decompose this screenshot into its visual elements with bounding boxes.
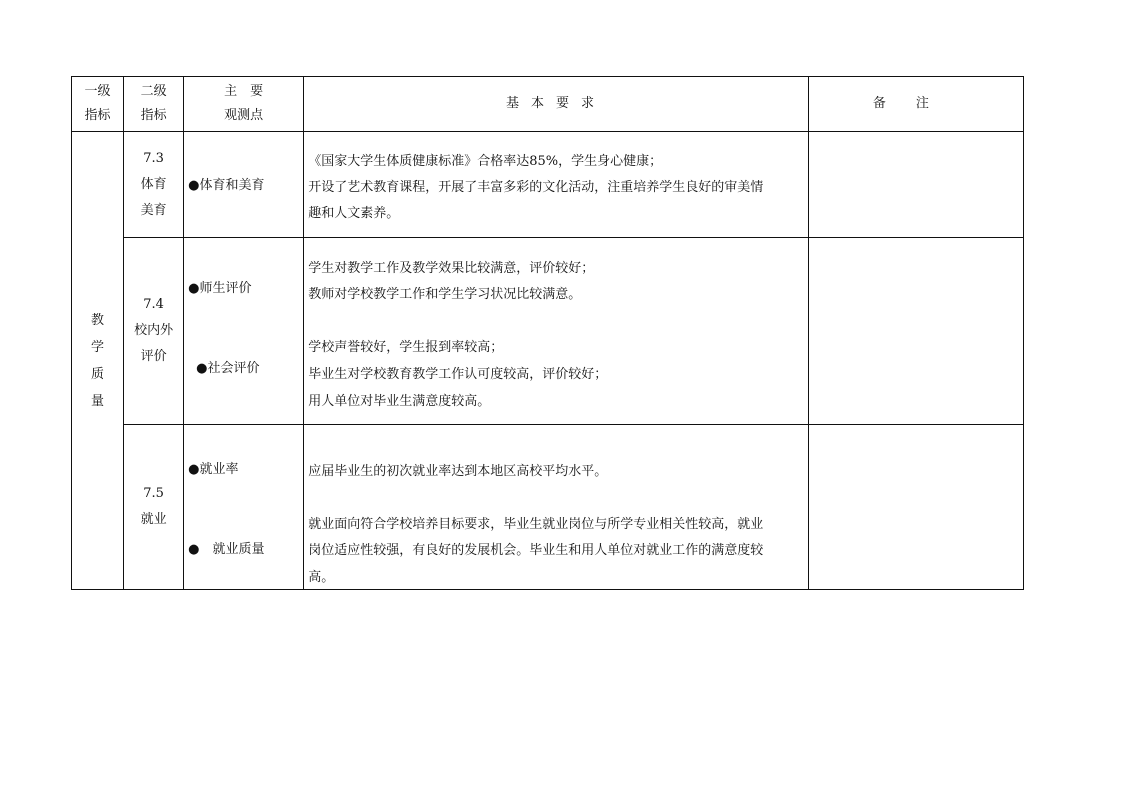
notes-cell (808, 425, 1023, 590)
observation-point: ●社会评价 (196, 361, 260, 376)
level1-indicator: 教 学 质 量 (72, 132, 124, 590)
requirement-line: 岗位适应性较强，有良好的发展机会。毕业生和用人单位对就业工作的满意度较 (308, 543, 764, 558)
header-requirements: 基本要求 (304, 77, 809, 132)
level2-indicator: 7.4 校内外 评价 (124, 238, 184, 425)
observation-point: ● 就业质量 (188, 542, 265, 557)
observation-points (184, 238, 304, 425)
requirement-line: 毕业生对学校教育教学工作认可度较高，评价较好； (308, 367, 608, 382)
requirement-line: 学生对教学工作及教学效果比较满意，评价较好； (308, 261, 595, 276)
header-points: 主 要 观测点 (184, 77, 304, 132)
requirement-line: 就业面向符合学校培养目标要求，毕业生就业岗位与所学专业相关性较高，就业 (308, 517, 764, 532)
requirements-cell (304, 238, 809, 425)
requirement-line: 用人单位对毕业生满意度较高。 (308, 394, 491, 409)
requirement-line: 应届毕业生的初次就业率达到本地区高校平均水平。 (308, 464, 608, 479)
requirements-cell (304, 425, 809, 590)
header-notes: 备注 (808, 77, 1023, 132)
notes-cell (808, 132, 1023, 238)
level2-indicator: 7.5 就业 (124, 425, 184, 590)
requirement-line: 开设了艺术教育课程，开展了丰富多彩的文化活动，注重培养学生良好的审美情 (308, 180, 764, 195)
table-header-row (72, 77, 1024, 132)
notes-cell (808, 238, 1023, 425)
table-row (72, 238, 1024, 425)
header-level2: 二级 指标 (124, 77, 184, 132)
observation-points (184, 132, 304, 238)
header-level1: 一级 指标 (72, 77, 124, 132)
requirement-line: 教师对学校教学工作和学生学习状况比较满意。 (308, 287, 582, 302)
requirement-line: 《国家大学生体质健康标准》合格率达85%，学生身心健康； (308, 154, 663, 169)
requirement-line: 高。 (308, 570, 335, 585)
observation-point: ●就业率 (188, 462, 239, 477)
table-row (72, 132, 1024, 238)
requirements-cell (304, 132, 809, 238)
observation-point: ●师生评价 (188, 281, 252, 296)
requirement-line: 学校声誉较好，学生报到率较高； (308, 340, 504, 355)
observation-point: ●体育和美育 (188, 178, 265, 193)
evaluation-table (71, 76, 1024, 590)
table-row (72, 425, 1024, 590)
observation-points (184, 425, 304, 590)
requirement-line: 趣和人文素养。 (308, 206, 400, 221)
level2-indicator: 7.3 体育 美育 (124, 132, 184, 238)
